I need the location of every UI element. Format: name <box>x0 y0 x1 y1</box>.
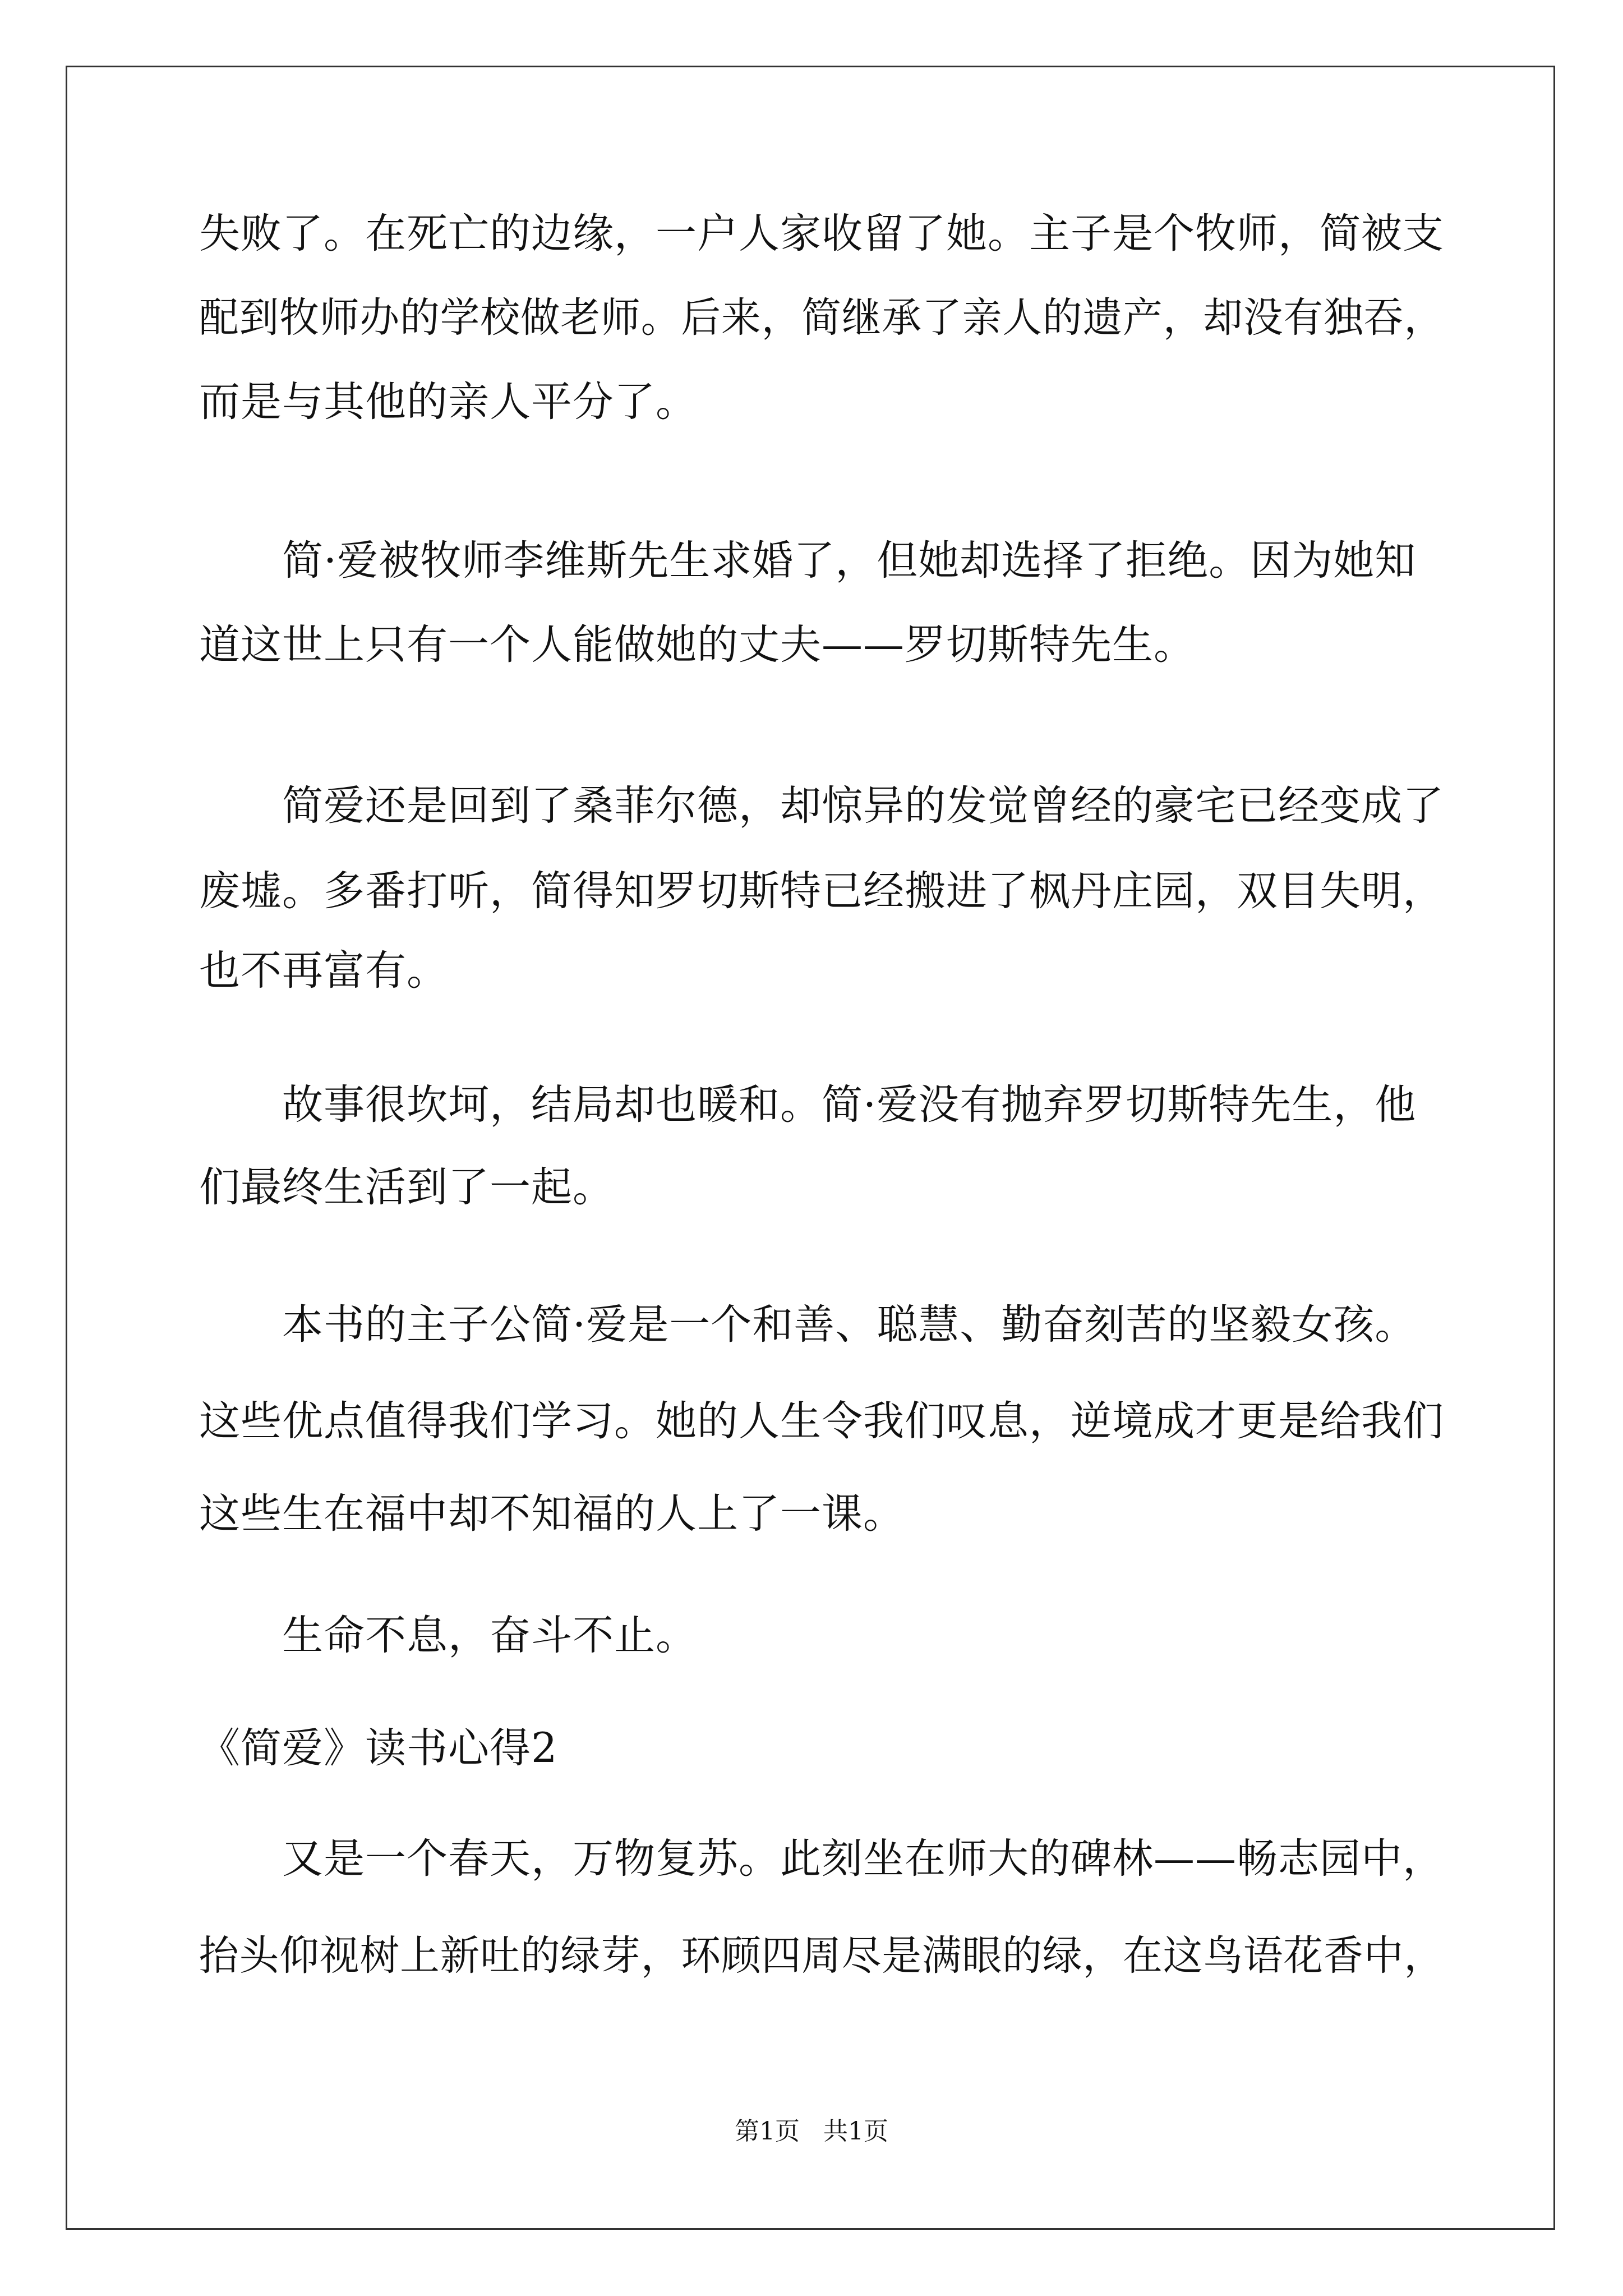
page-number: 第1页 共1页 <box>735 2117 888 2146</box>
text-line: 们最终生活到了一起。 <box>199 1163 614 1211</box>
text-line: 这些优点值得我们学习。她的人生令我们叹息，逆境成才更是给我们 <box>199 1397 1444 1445</box>
text-line: 废墟。多番打听，简得知罗切斯特已经搬进了枫丹庄园，双目失明， <box>199 867 1444 915</box>
text-line: 生命不息，奋斗不止。 <box>199 1612 697 1659</box>
text-line: 简·爱被牧师李维斯先生求婚了，但她却选择了拒绝。因为她知 <box>199 537 1417 585</box>
text-line: 也不再富有。 <box>199 947 448 995</box>
text-line: 抬头仰视树上新吐的绿芽，环顾四周尽是满眼的绿，在这鸟语花香中， <box>199 1932 1444 1980</box>
section-heading: 《简爱》读书心得2 <box>199 1724 558 1772</box>
text-line: 故事很坎坷，结局却也暖和。简·爱没有抛弃罗切斯特先生，他 <box>199 1081 1417 1129</box>
text-line: 简爱还是回到了桑菲尔德，却惊异的发觉曾经的豪宅已经变成了 <box>199 782 1444 830</box>
text-line: 这些生在福中却不知福的人上了一课。 <box>199 1490 905 1538</box>
text-line: 而是与其他的亲人平分了。 <box>199 378 697 426</box>
text-line: 失败了。在死亡的边缘，一户人家收留了她。主子是个牧师，简被支 <box>199 210 1444 257</box>
text-line: 道这世上只有一个人能做她的丈夫——罗切斯特先生。 <box>199 621 1195 669</box>
text-line: 本书的主子公简·爱是一个和善、聪慧、勤奋刻苦的坚毅女孩。 <box>199 1301 1417 1349</box>
text-line: 配到牧师办的学校做老师。后来，简继承了亲人的遗产，却没有独吞， <box>199 294 1444 342</box>
text-line: 又是一个春天，万物复苏。此刻坐在师大的碑林——畅志园中， <box>199 1835 1444 1883</box>
